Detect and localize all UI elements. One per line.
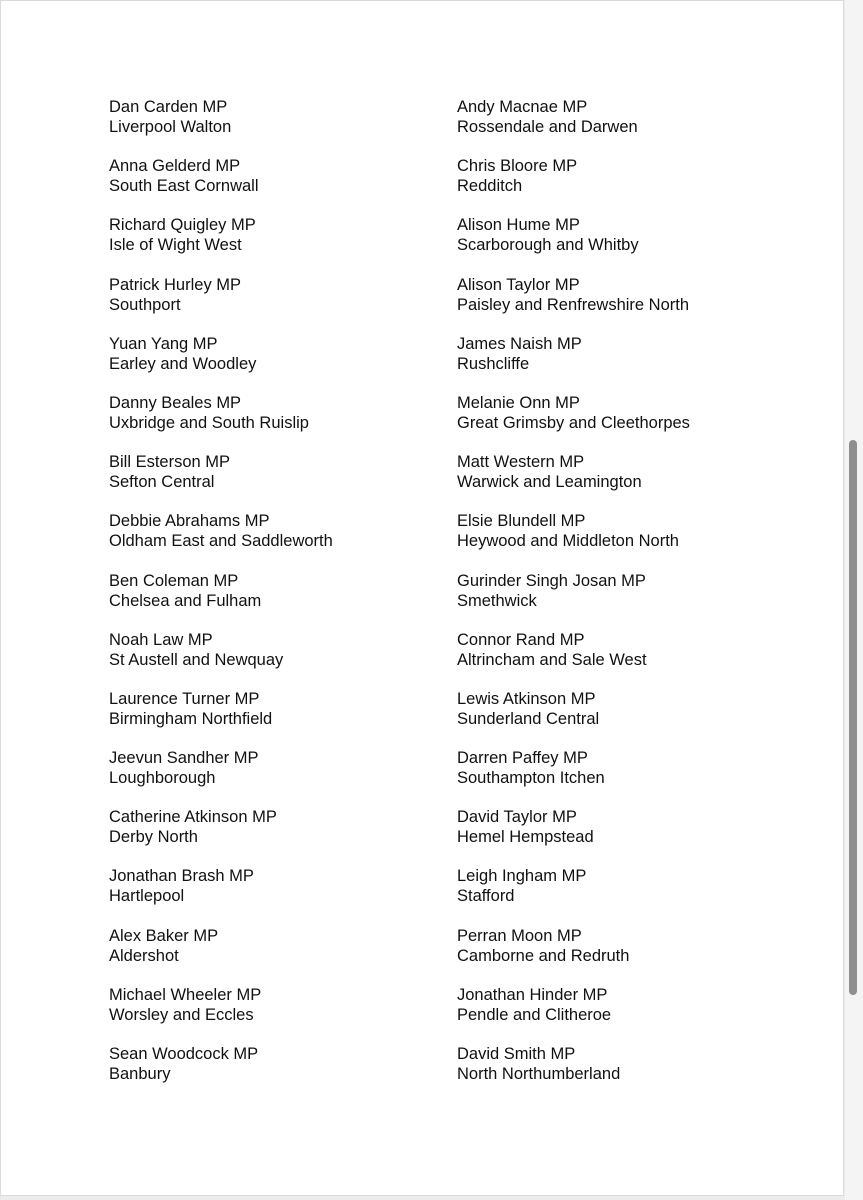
mp-name: Anna Gelderd MP [109,157,241,176]
mp-constituency: Redditch [457,177,523,196]
mp-name: Elsie Blundell MP [457,512,586,531]
mp-constituency: Banbury [109,1065,171,1083]
mp-name: Jonathan Hinder MP [457,985,608,1004]
mp-constituency: Sefton Central [109,473,215,492]
mp-constituency: South East Cornwall [109,177,259,196]
signatory-entry [109,748,469,807]
signatory-entry [457,1044,817,1103]
mp-name: Chris Bloore MP [457,157,578,176]
mp-constituency: Rushcliffe [457,354,530,373]
signatory-entry [457,689,817,748]
signatory-entry [457,985,817,1044]
signatory-entry [457,215,817,274]
signatory-entry [109,926,469,985]
signatory-entry [457,571,817,630]
scrollbar-thumb[interactable] [849,440,857,995]
mp-constituency: Derby North [109,828,198,847]
signatory-entry [109,393,469,452]
mp-name: Melanie Onn MP [457,393,580,412]
mp-name: Danny Beales MP [109,393,242,412]
mp-name: Andy Macnae MP [457,98,588,116]
mp-name: Michael Wheeler MP [109,985,262,1004]
mp-constituency: Hartlepool [109,887,185,906]
signatory-entry [457,393,817,452]
mp-constituency: Oldham East and Saddleworth [109,532,333,551]
signatory-entry [109,807,469,866]
mp-constituency: Sunderland Central [457,709,600,728]
mp-name: Alison Taylor MP [457,275,580,294]
right-signatory-column [457,97,817,1103]
signatory-entry [457,334,817,393]
mp-name: Richard Quigley MP [109,216,256,235]
mp-constituency: Heywood and Middleton North [457,532,679,551]
mp-name: Dan Carden MP [109,98,228,116]
mp-constituency: Camborne and Redruth [457,946,630,965]
signatory-entry [109,156,469,215]
signatory-entry [457,866,817,925]
signatory-entry [109,571,469,630]
mp-constituency: Altrincham and Sale West [457,650,647,669]
mp-name: Matt Western MP [457,453,585,472]
mp-name: Catherine Atkinson MP [109,808,277,827]
mp-name: Debbie Abrahams MP [109,512,270,531]
signatory-entry [457,97,817,156]
signatory-entry [109,275,469,334]
mp-name: David Smith MP [457,1045,576,1063]
mp-constituency: Earley and Woodley [109,354,257,373]
mp-constituency: Rossendale and Darwen [457,118,638,136]
mp-constituency: Stafford [457,887,515,906]
signatory-entry [109,215,469,274]
left-signatory-column [109,97,469,1103]
mp-constituency: Uxbridge and South Ruislip [109,413,309,432]
mp-name: Patrick Hurley MP [109,275,242,294]
signatory-entry [457,807,817,866]
signatory-entry [109,511,469,570]
mp-constituency: Aldershot [109,946,179,965]
signatory-entry [109,97,469,156]
mp-name: Alison Hume MP [457,216,580,235]
mp-constituency: Scarborough and Whitby [457,236,639,255]
mp-name: Lewis Atkinson MP [457,689,596,708]
mp-name: Laurence Turner MP [109,689,260,708]
signatory-entry [457,156,817,215]
mp-constituency: St Austell and Newquay [109,650,284,669]
signatory-entry [457,452,817,511]
mp-constituency: Chelsea and Fulham [109,591,262,610]
signatory-entry [457,926,817,985]
mp-constituency: Southampton Itchen [457,769,605,788]
signatory-entry [109,630,469,689]
mp-constituency: Smethwick [457,591,537,610]
mp-name: Leigh Ingham MP [457,867,587,886]
mp-name: James Naish MP [457,334,582,353]
mp-constituency: Hemel Hempstead [457,828,594,847]
signatory-entry [109,334,469,393]
mp-constituency: Isle of Wight West [109,236,242,255]
signatory-entry [457,275,817,334]
signatory-entry [109,689,469,748]
mp-constituency: Worsley and Eccles [109,1005,254,1024]
mp-name: Jeevun Sandher MP [109,749,259,768]
mp-name: Noah Law MP [109,630,213,649]
mp-constituency: Birmingham Northfield [109,709,273,728]
mp-constituency: Warwick and Leamington [457,473,642,492]
mp-name: Ben Coleman MP [109,571,239,590]
mp-constituency: Pendle and Clitheroe [457,1005,612,1024]
mp-name: David Taylor MP [457,808,577,827]
signatory-entry [109,1044,469,1103]
mp-name: Gurinder Singh Josan MP [457,571,646,590]
signatory-entry [109,452,469,511]
mp-name: Bill Esterson MP [109,453,231,472]
mp-constituency: Paisley and Renfrewshire North [457,295,690,314]
mp-name: Alex Baker MP [109,926,219,945]
mp-constituency: Loughborough [109,769,216,788]
mp-constituency: Great Grimsby and Cleethorpes [457,413,690,432]
mp-name: Darren Paffey MP [457,749,588,768]
mp-name: Connor Rand MP [457,630,585,649]
signatory-entry [109,866,469,925]
signatory-entry [457,511,817,570]
mp-name: Yuan Yang MP [109,334,218,353]
mp-constituency: Southport [109,295,181,314]
mp-name: Jonathan Brash MP [109,867,254,886]
mp-name: Sean Woodcock MP [109,1045,259,1063]
mp-name: Perran Moon MP [457,926,582,945]
mp-constituency: Liverpool Walton [109,118,232,136]
signatory-entry [457,748,817,807]
mp-constituency: North Northumberland [457,1065,621,1083]
signatory-entry [109,985,469,1044]
signatory-entry [457,630,817,689]
